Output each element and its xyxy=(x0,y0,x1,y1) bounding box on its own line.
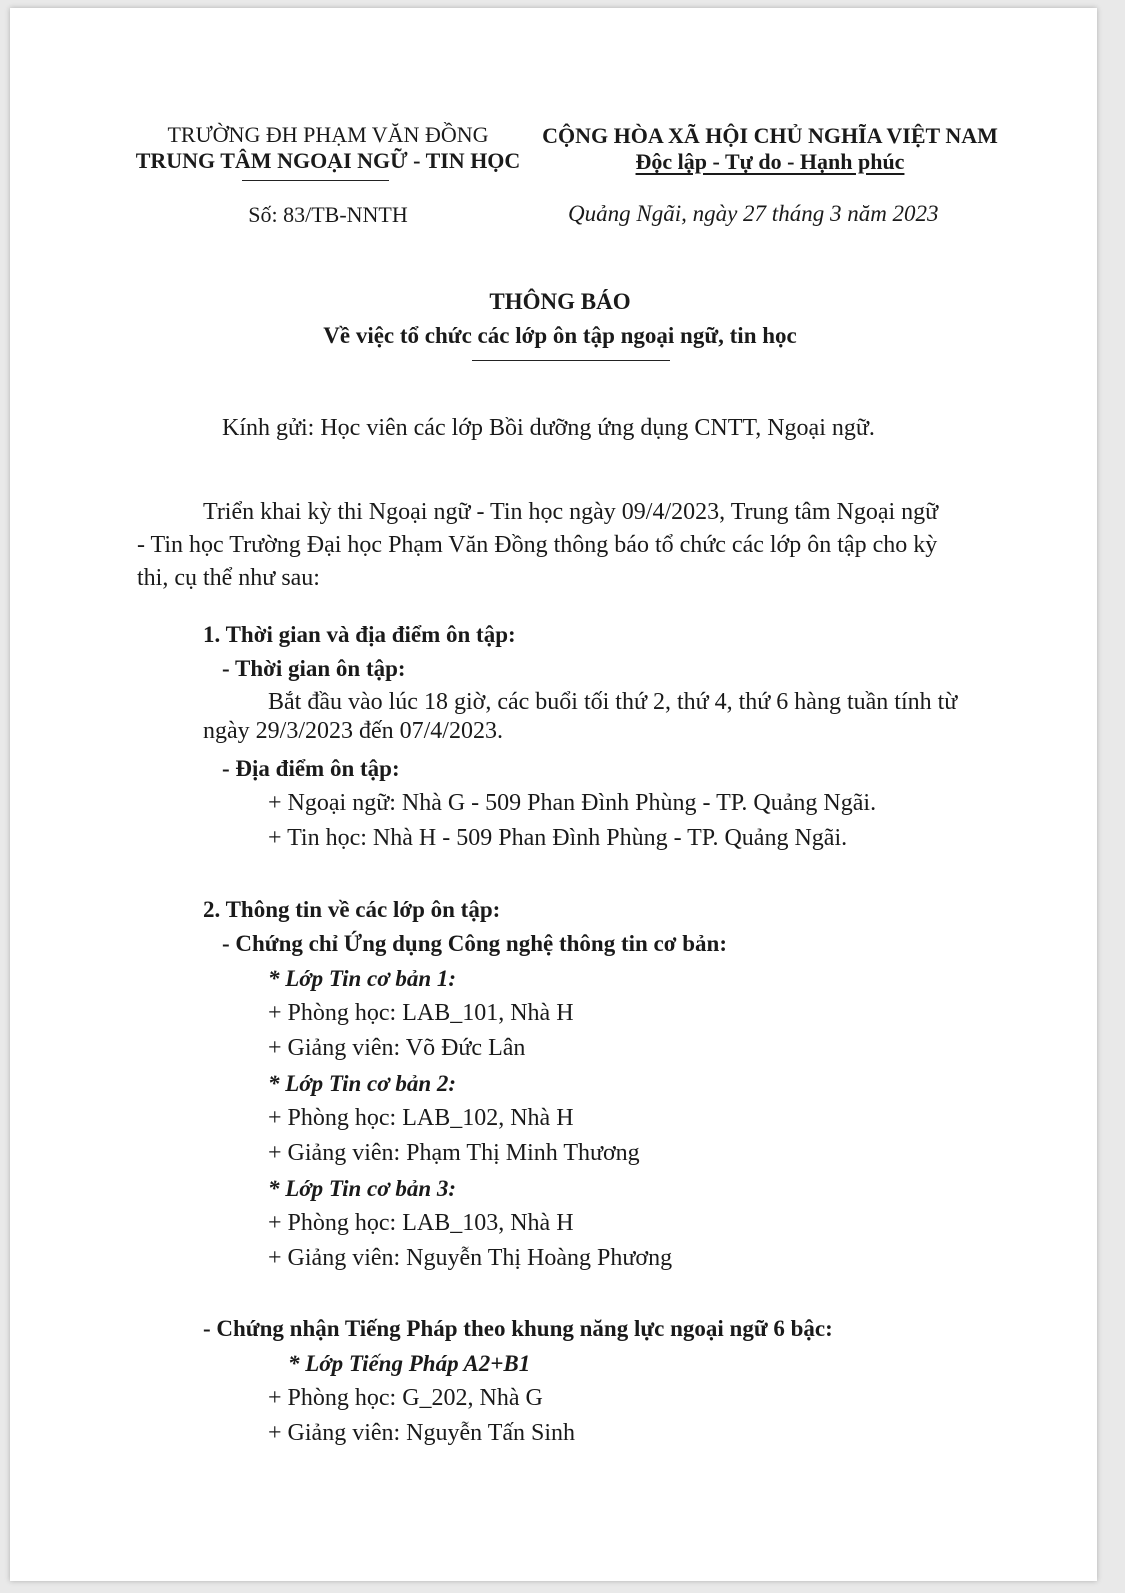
header-left-rule xyxy=(242,180,389,181)
place-foreign-language: + Ngoại ngữ: Nhà G - 509 Phan Đình Phùng - TP. Quảng Ngãi. xyxy=(268,790,877,816)
it-class-1-lecturer: + Giảng viên: Võ Đức Lân xyxy=(268,1035,526,1061)
document-title: THÔNG BÁO xyxy=(489,289,631,314)
it-class-2-lecturer: + Giảng viên: Phạm Thị Minh Thương xyxy=(268,1140,640,1166)
it-class-3-name: * Lớp Tin cơ bản 3: xyxy=(268,1176,457,1201)
national-motto: Độc lập - Tự do - Hạnh phúc xyxy=(635,149,905,174)
it-class-3-lecturer: + Giảng viên: Nguyễn Thị Hoàng Phương xyxy=(268,1245,673,1271)
french-certificate-heading: - Chứng nhận Tiếng Pháp theo khung năng lực ngoại ngữ 6 bậc: xyxy=(203,1316,833,1341)
intro-line-3: thi, cụ thể như sau: xyxy=(137,565,320,591)
document-subtitle: Về việc tổ chức các lớp ôn tập ngoại ngữ, tin học xyxy=(323,323,797,348)
national-title: CỘNG HÒA XÃ HỘI CHỦ NGHĨA VIỆT NAM xyxy=(542,123,998,148)
intro-line-2: - Tin học Trường Đại học Phạm Văn Đồng thông báo tổ chức các lớp ôn tập cho kỳ xyxy=(137,532,938,558)
it-class-3-room: + Phòng học: LAB_103, Nhà H xyxy=(268,1210,574,1236)
time-heading: - Thời gian ôn tập: xyxy=(222,656,406,681)
time-line-2: ngày 29/3/2023 đến 07/4/2023. xyxy=(203,718,503,744)
document-page xyxy=(10,8,1097,1581)
section-1-heading: 1. Thời gian và địa điểm ôn tập: xyxy=(203,622,516,647)
it-certificate-heading: - Chứng chỉ Ứng dụng Công nghệ thông tin cơ bản: xyxy=(222,931,727,956)
recipient-line: Kính gửi: Học viên các lớp Bồi dưỡng ứng dụng CNTT, Ngoại ngữ. xyxy=(222,415,875,441)
it-class-2-name: * Lớp Tin cơ bản 2: xyxy=(268,1071,457,1096)
place-date: Quảng Ngãi, ngày 27 tháng 3 năm 2023 xyxy=(568,201,939,226)
title-rule xyxy=(472,360,670,361)
document-number: Số: 83/TB-NNTH xyxy=(248,202,408,227)
time-line-1: Bắt đầu vào lúc 18 giờ, các buổi tối thứ 2, thứ 4, thứ 6 hàng tuần tính từ xyxy=(268,689,958,715)
it-class-1-name: * Lớp Tin cơ bản 1: xyxy=(268,966,457,991)
university-name: TRƯỜNG ĐH PHẠM VĂN ĐỒNG xyxy=(167,122,489,147)
french-class-room: + Phòng học: G_202, Nhà G xyxy=(268,1385,543,1411)
french-class-name: * Lớp Tiếng Pháp A2+B1 xyxy=(288,1351,531,1376)
french-class-lecturer: + Giảng viên: Nguyễn Tấn Sinh xyxy=(268,1420,576,1446)
it-class-1-room: + Phòng học: LAB_101, Nhà H xyxy=(268,1000,574,1026)
intro-line-1: Triển khai kỳ thi Ngoại ngữ - Tin học ngày 09/4/2023, Trung tâm Ngoại ngữ xyxy=(203,499,939,525)
place-informatics: + Tin học: Nhà H - 509 Phan Đình Phùng - TP. Quảng Ngãi. xyxy=(268,825,848,851)
it-class-2-room: + Phòng học: LAB_102, Nhà H xyxy=(268,1105,574,1131)
place-heading: - Địa điểm ôn tập: xyxy=(222,756,400,781)
center-name: TRUNG TÂM NGOẠI NGỮ - TIN HỌC xyxy=(135,148,521,173)
section-2-heading: 2. Thông tin về các lớp ôn tập: xyxy=(203,897,501,922)
